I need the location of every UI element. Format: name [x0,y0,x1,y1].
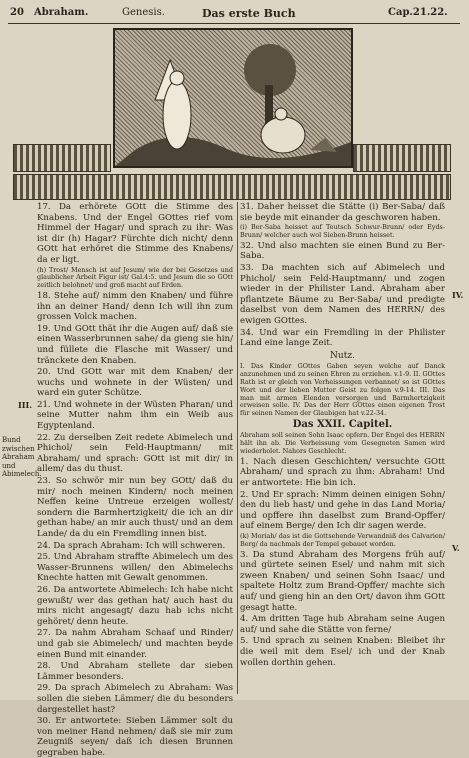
chapter-summary: Abraham soll seinen Sohn Isaac opfern. Der Engel des HERRN hält ihn ab. Die Verheissung vom Gesegneten Samen wird wiederholet. Nahors Geschlecht. [240,431,445,456]
verse: 34. Und war ein Fremdling in der Philister Land eine lange Zeit. [240,327,445,349]
margin-note-bund: Bund zwischen Abraham und Abimelech. [2,436,42,478]
woodcut-angel-hagar-ishmael-icon [115,30,351,166]
verse: 18. Stehe auf/ nimm den Knaben/ und führe ihn an deiner Hand/ denn Ich will ihn zum grossen Volck machen. [37,290,233,323]
verse: 22. Zu derselben Zeit redete Abimelech und Phichol/ sein Feld-Hauptmann/ mit Abraham/ und sprach: GOtt ist mit dir/ in allem/ das du thust. [37,432,233,475]
chapter-range: Cap.21.22. [388,7,448,18]
ornament-right-top [353,144,451,172]
book-name: Genesis. [122,7,165,18]
verse: 26. Da antwortete Abimelech: Ich habe nicht gewußt/ wer das gethan hat/ auch hast du mirs nicht angesagt/ dazu hab ichs nicht gehöret/ denn heute. [37,584,233,627]
nutz-text: I. Das Kinder GOttes Gaben seyen welche auf Danck anzunehmen und zu seinen Ehren zu erziehen. v.1-9. II. GOttes Rath ist er gleich von Verheissungen verbannet/ so ist GOttes Wort und der lieben Mutter Geist zu folgen v.9-14. III. Das man mit armen Elenden versorgen und Barmhertzigkeit erweisen solle. IV. Das der Herr GOttes einen eigenen Trost für seinen Namen der Glaubigen hat v.22-34. [240,362,445,418]
right-column [240,202,445,694]
verse: 29. Da sprach Abimelech zu Abraham: Was sollen die sieben Lämmer/ die du besonders dargestellet hast? [37,683,233,715]
margin-number-v: V. [452,543,460,553]
verse: 33. Da machten sich auf Abimelech und Phichol/ sein Feld-Hauptmann/ und zogen wieder in der Philister Land. Abraham aber pflantzete Bäume zu Ber-Saba/ und predigte daselbst von dem Namen des HERRN/ des ewigen GOttes. [240,262,445,326]
margin-number-iii: III. [18,400,33,410]
nutz-heading: Nutz. [330,350,355,361]
header-rule [8,23,460,24]
footnote: (k) Moriah/ das ist die Gottsehende Verwandniß des Calvarien/ Berg/ da nachmals der Tempel gebauet worden. [240,532,445,548]
footnote: (h) Trost/ Mensch ist auf Jesum/ wie der bei Gesetzes und glaublicher Arbeit Figur ist/ Gal.4:5. und Jesum die so GOtt zeitlich belohnet/ und groß macht auf Erden. [37,265,233,290]
verse: 1. Nach diesen Geschichten/ versuchte GOtt Abraham/ und sprach zu ihm: Abraham! Und er antwortete: Hie bin ich. [240,456,445,489]
verse: 24. Da sprach Abraham: Ich will schweren. [37,540,226,551]
verse: 19. Und GOtt thät ihr die Augen auf/ daß sie einen Wasserbrunnen sahe/ da gieng sie hin/ und füllete die Flasche mit Wasser/ und tränckete den Knaben. [37,323,233,366]
column-divider [237,202,238,694]
verse: 3. Da stund Abraham des Morgens früh auf/ und gürtete seinen Esel/ und nahm mit sich zween Knaben/ und seinen Sohn Isaac/ und spaltete Holtz zum Brand-Opffer/ machte sich auf/ und gieng hin an den Ort/ davon ihm GOtt gesagt hatte. [240,549,445,613]
verse: 4. Am dritten Tage hub Abraham seine Augen auf/ und sahe die Stätte von ferne/ [240,614,445,635]
left-column [37,202,233,758]
verse: 31. Daher heisset die Stätte (i) Ber-Saba/ daß sie beyde mit einander da geschworen haben. [240,202,445,223]
verse: 5. Und sprach zu seinen Knaben: Bleibet ihr die weil mit dem Esel/ ich und der Knab wollen dorthin gehen. [240,636,445,668]
page-number: 20 [10,7,24,18]
chapter-heading: Das XXII. Capitel. [292,418,393,430]
verse: 27. Da nahm Abraham Schaaf und Rinder/ und gab sie Abimelech/ und machten beyde einen Bund mit einander. [37,628,233,660]
verse: 25. Und Abraham straffte Abimelech um des Wasser-Brunnens willen/ den Abimelechs Knechte hatten mit Gewalt genommen. [37,552,233,584]
running-title-left: Abraham. [34,7,89,18]
woodcut-illustration [113,28,353,168]
verse: 32. Und also machten sie einen Bund zu Ber-Saba. [240,240,445,262]
verse: 17. Da erhörete GOtt die Stimme des Knabens. Und der Engel GOttes rief vom Himmel der Hagar/ und sprach zu ihr: Was ist dir (h) Hagar? Fürchte dich nicht/ denn GOtt hat erhöret die Stimme des Knabens/ da er ligt. [37,202,233,265]
ornament-band [13,174,451,200]
running-title-center: Das erste Buch [202,7,296,20]
margin-number-iv: IV. [452,290,464,300]
verse: 21. Und wohnete in der Wüsten Pharan/ und seine Mutter nahm ihm ein Weib aus Egyptenland. [37,399,233,432]
verse: 20. Und GOtt war mit dem Knaben/ der wuchs und wohnete in der Wüsten/ und ward ein guter Schütze. [37,367,233,399]
verse: 28. Und Abraham stellete dar sieben Lämmer besonders. [37,661,233,682]
ornament-left-top [13,144,111,172]
verse: 30. Er antwortete: Sieben Lämmer solt du von meiner Hand nehmen/ daß sie mir zum Zeugniß seyen/ daß ich diesen Brunnen gegraben habe. [37,716,233,758]
verse: 2. Und Er sprach: Nimm deinen einigen Sohn/ den du lieb hast/ und gehe in das Land Moria/ und opffere ihn daselbst zum Brand-Opffer/ auf einem Berge/ den Ich dir sagen werde. [240,489,445,532]
running-header [10,4,462,22]
verse: 23. So schwör mir nun bey GOtt/ daß du mir/ noch meinen Kindern/ noch meinen Neffen keine Untreue erzeigen wollest/ sondern die Barmhertzigkeit/ die ich an dir gethan habe/ an mir auch thust/ und an dem Lande/ da du ein Fremdling innen bist. [37,476,233,540]
footnote: (i) Ber-Saba heisset auf Teutsch Schwur-Brunn/ oder Eyds-Brunn/ welcher auch wol Sieben-Brunn heisset. [240,223,445,239]
